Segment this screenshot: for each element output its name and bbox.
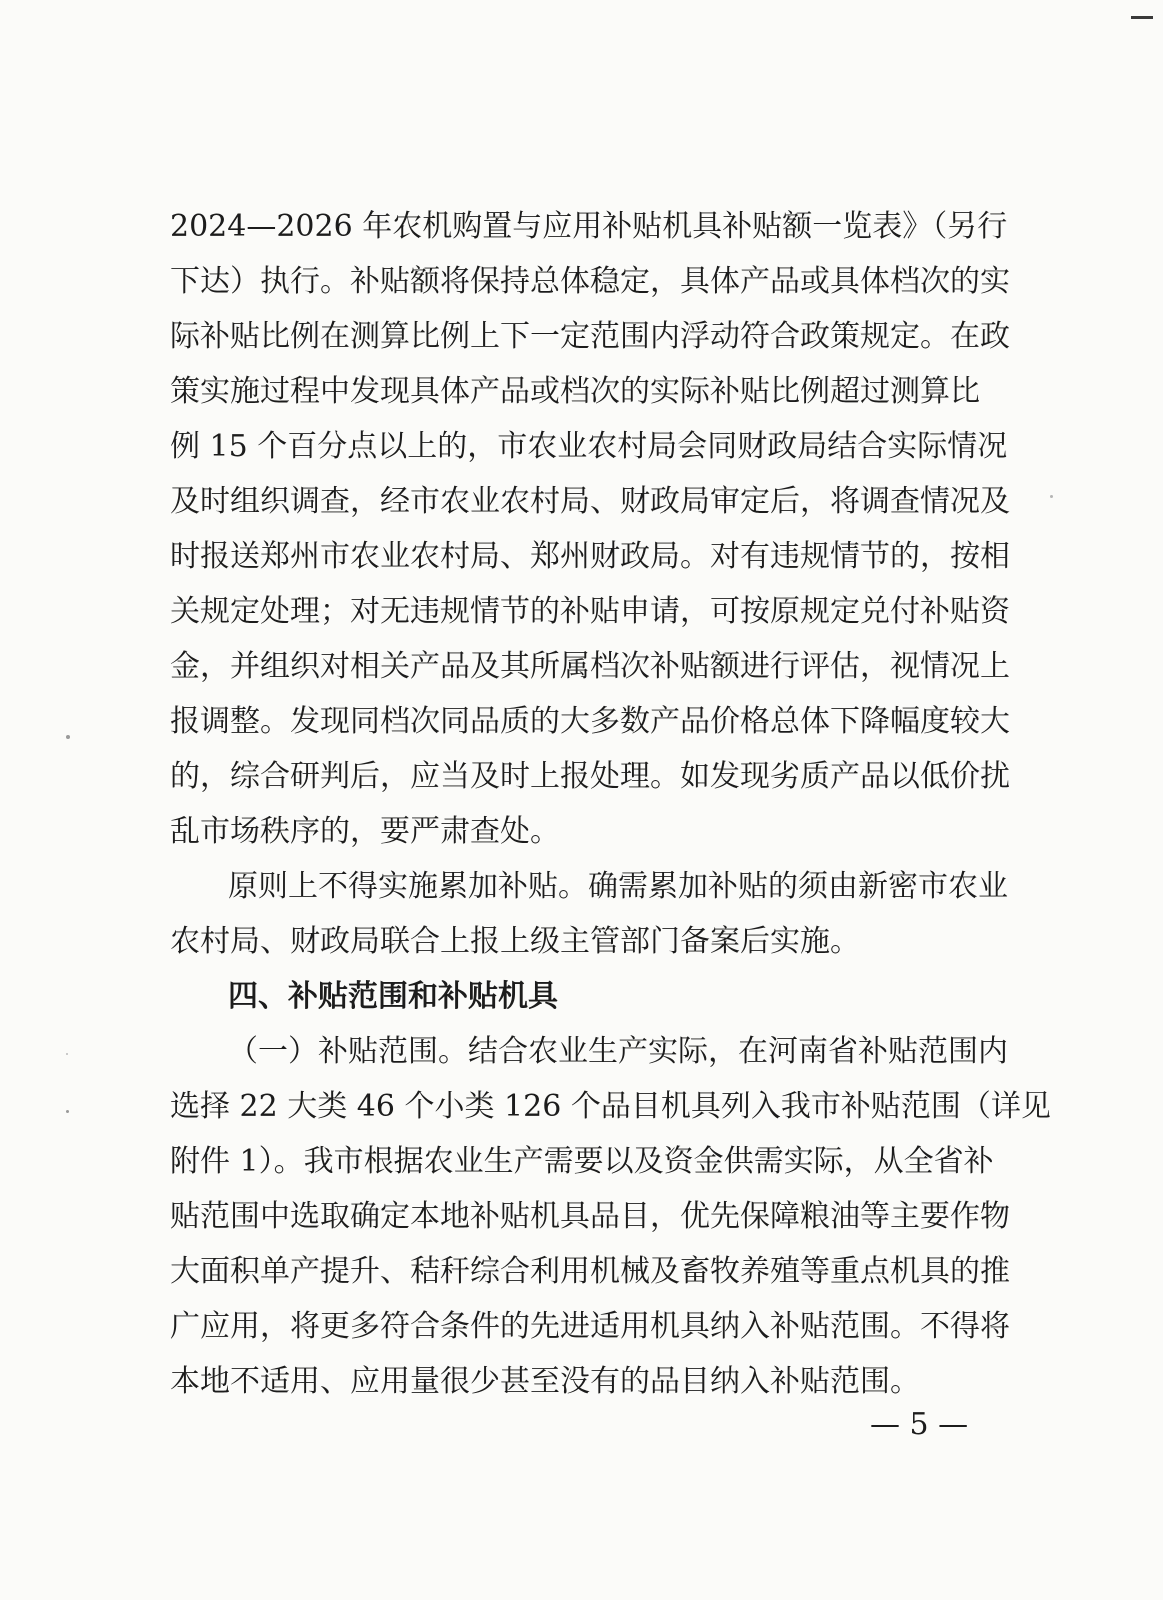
- body-text-line: 金，并组织对相关产品及其所属档次补贴额进行评估，视情况上: [170, 649, 1010, 684]
- body-text-line: 例 15 个百分点以上的，市农业农村局会同财政局结合实际情况: [170, 429, 1008, 464]
- scan-edge-mark: [1131, 16, 1153, 19]
- body-text-line: 大面积单产提升、秸秆综合利用机械及畜牧养殖等重点机具的推: [170, 1254, 1010, 1289]
- body-text-line: 本地不适用、应用量很少甚至没有的品目纳入补贴范围。: [170, 1364, 920, 1399]
- body-text-line: 际补贴比例在测算比例上下一定范围内浮动符合政策规定。在政: [170, 319, 1010, 354]
- body-text-line: 的，综合研判后，应当及时上报处理。如发现劣质产品以低价扰: [170, 759, 1010, 794]
- scan-speck: [66, 1110, 69, 1113]
- body-text-line: 下达）执行。补贴额将保持总体稳定，具体产品或具体档次的实: [170, 264, 1010, 299]
- body-text-line: 广应用，将更多符合条件的先进适用机具纳入补贴范围。不得将: [170, 1309, 1010, 1344]
- scan-speck: [66, 735, 70, 739]
- body-text-line: 2024—2026 年农机购置与应用补贴机具补贴额一览表》（另行: [170, 209, 1008, 244]
- body-text-line: 时报送郑州市农业农村局、郑州财政局。对有违规情节的，按相: [170, 539, 1010, 574]
- body-text-line: 策实施过程中发现具体产品或档次的实际补贴比例超过测算比: [170, 374, 980, 409]
- body-text-line: 选择 22 大类 46 个小类 126 个品目机具列入我市补贴范围（详见: [170, 1089, 1051, 1124]
- body-text-line: 原则上不得实施累加补贴。确需累加补贴的须由新密市农业: [228, 869, 1008, 904]
- body-text-line: 报调整。发现同档次同品质的大多数产品价格总体下降幅度较大: [170, 704, 1010, 739]
- body-text-line: 关规定处理；对无违规情节的补贴申请，可按原规定兑付补贴资: [170, 594, 1010, 629]
- body-text-line: 附件 1）。我市根据农业生产需要以及资金供需实际，从全省补: [170, 1144, 994, 1179]
- body-text-line: 及时组织调查，经市农业农村局、财政局审定后，将调查情况及: [170, 484, 1010, 519]
- section-heading: 四、补贴范围和补贴机具: [228, 979, 558, 1014]
- page-number: — 5 —: [870, 1407, 969, 1442]
- scan-speck: [66, 1053, 68, 1055]
- body-text-line: （一）补贴范围。结合农业生产实际，在河南省补贴范围内: [228, 1034, 1008, 1069]
- body-text-line: 农村局、财政局联合上报上级主管部门备案后实施。: [170, 924, 860, 959]
- body-text-line: 贴范围中选取确定本地补贴机具品目，优先保障粮油等主要作物: [170, 1199, 1010, 1234]
- scan-speck: [1050, 495, 1053, 498]
- body-text-line: 乱市场秩序的，要严肃查处。: [170, 814, 560, 849]
